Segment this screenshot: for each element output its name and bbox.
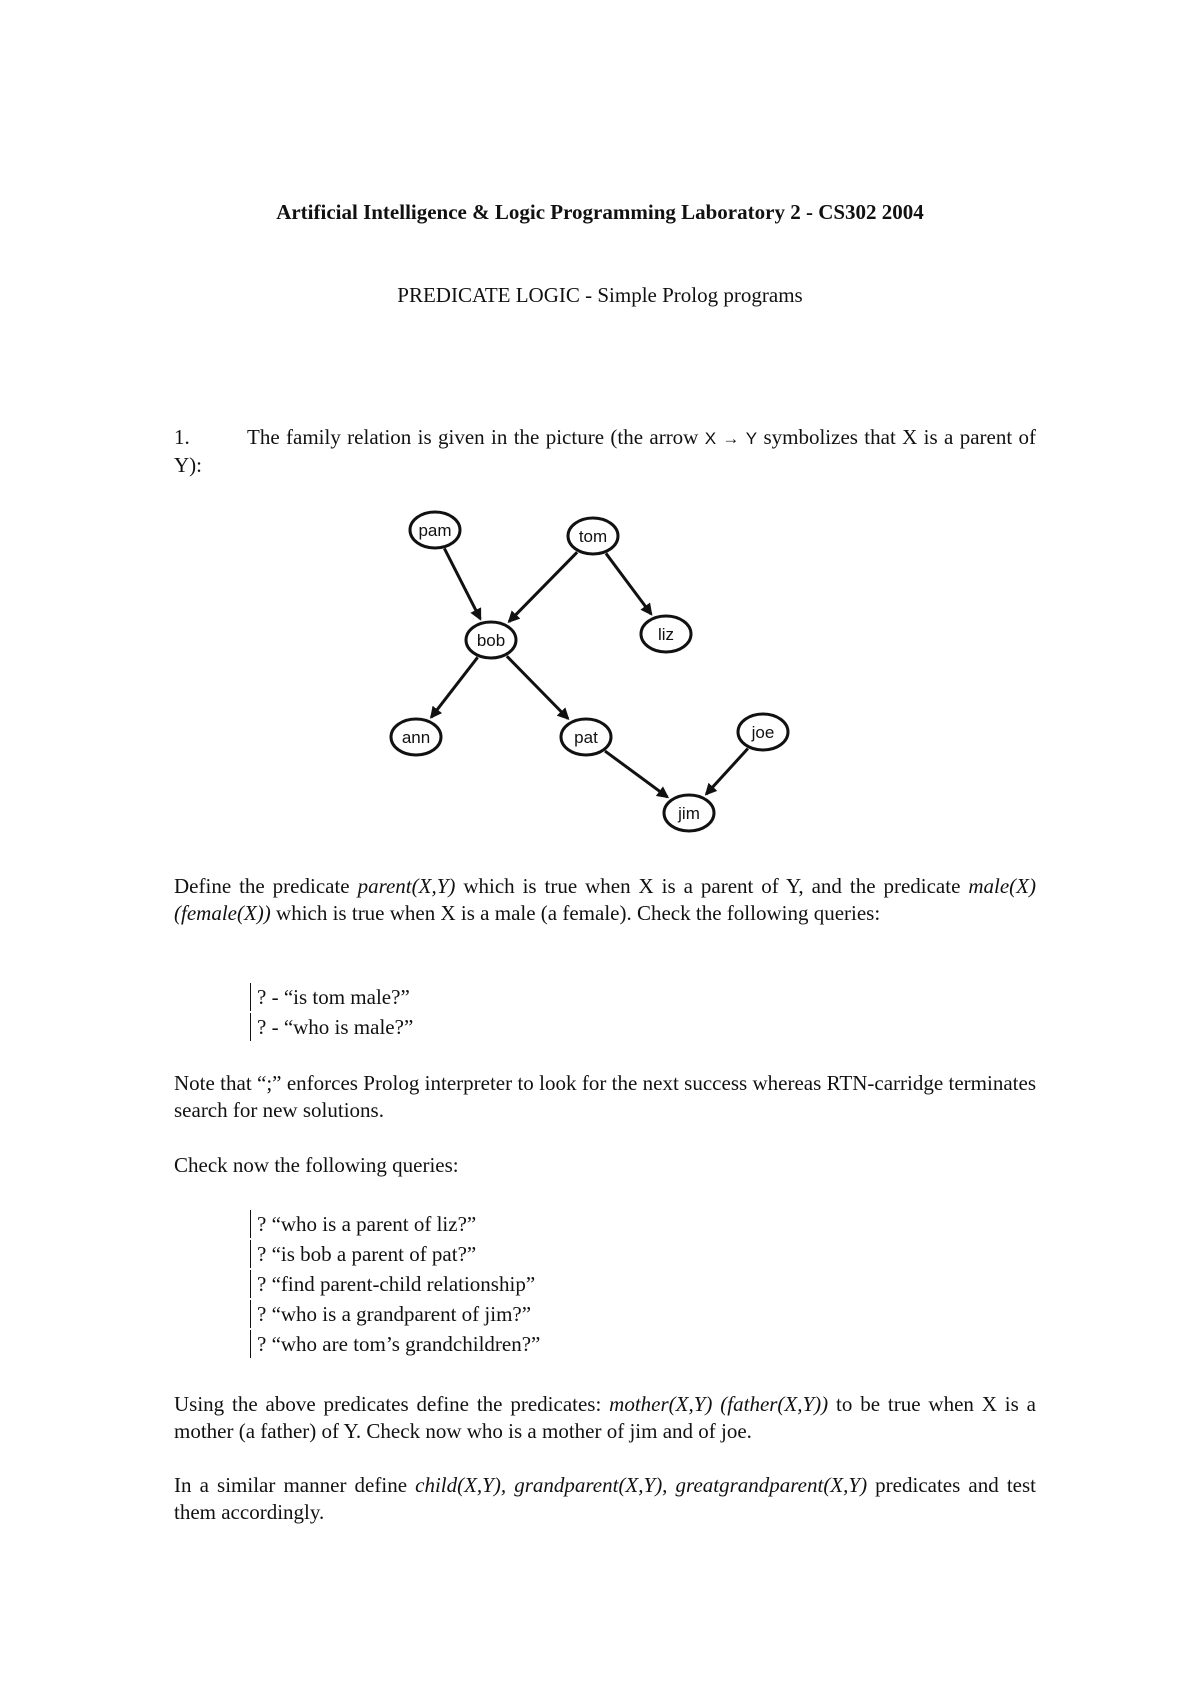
node-joe bbox=[738, 714, 788, 750]
arrow-symbol: → bbox=[722, 429, 740, 448]
node-label: pat bbox=[574, 728, 598, 747]
greatgrandparent-predicate: greatgrandparent(X,Y) bbox=[675, 1473, 868, 1497]
parent-predicate: parent(X,Y) bbox=[357, 874, 456, 898]
page-subtitle: PREDICATE LOGIC - Simple Prolog programs bbox=[397, 283, 803, 307]
node-bob bbox=[466, 622, 516, 658]
query-line: ? - “who is male?” bbox=[250, 1013, 413, 1041]
grandparent-predicate: grandparent(X,Y), bbox=[514, 1473, 668, 1497]
similar-text-1: In a similar manner define bbox=[174, 1473, 416, 1497]
similar-text-2: predicates and test them accordingly. bbox=[174, 1473, 1036, 1524]
child-predicate: child(X,Y), bbox=[415, 1473, 507, 1497]
node-label: bob bbox=[476, 631, 506, 650]
note-paragraph: Note that “;” enforces Prolog interpreter to look for the next success whereas RTN-carridge terminates search for new solutions. bbox=[174, 1071, 1036, 1122]
father-predicate: (father(X,Y)) bbox=[720, 1392, 829, 1416]
edge-tom-bob bbox=[509, 552, 577, 621]
using-text-1: Using the above predicates define the predicates: bbox=[174, 1392, 610, 1416]
node-pam bbox=[410, 512, 460, 548]
node-pat bbox=[561, 719, 611, 755]
node-jim bbox=[664, 795, 714, 831]
edge-joe-jim bbox=[706, 749, 748, 795]
question-1 bbox=[174, 424, 1036, 479]
query-line: ? “who are tom’s grandchildren?” bbox=[250, 1330, 540, 1358]
male-predicate: male(X) bbox=[968, 874, 1036, 898]
node-label: tom bbox=[578, 527, 608, 546]
arrow-x: X bbox=[704, 429, 717, 448]
node-ann bbox=[391, 719, 441, 755]
node-tom bbox=[568, 518, 618, 554]
query-line: ? “who is a grandparent of jim?” bbox=[250, 1300, 540, 1328]
using-paragraph bbox=[174, 1391, 1036, 1445]
family-tree-diagram bbox=[380, 500, 800, 860]
node-liz bbox=[641, 616, 691, 652]
node-label: jim bbox=[678, 804, 700, 823]
female-predicate: (female(X)) bbox=[174, 901, 271, 925]
q1-text-after: symbolizes that X is a parent of Y): bbox=[174, 425, 1037, 477]
query-line: ? “who is a parent of liz?” bbox=[250, 1210, 540, 1238]
similar-paragraph bbox=[174, 1472, 1036, 1526]
mother-predicate: mother(X,Y) bbox=[609, 1392, 713, 1416]
define-text-2: which is true when X is a parent of Y, and the predicate bbox=[455, 874, 969, 898]
query-line: ? “is bob a parent of pat?” bbox=[250, 1240, 540, 1268]
diagram-edges bbox=[431, 548, 748, 797]
define-paragraph bbox=[174, 873, 1036, 927]
check-now-paragraph: Check now the following queries: bbox=[174, 1153, 459, 1177]
node-label: liz bbox=[657, 625, 675, 644]
edge-pat-jim bbox=[605, 751, 667, 797]
query-line: ? - “is tom male?” bbox=[250, 983, 413, 1011]
edge-bob-ann bbox=[431, 657, 477, 717]
node-label: joe bbox=[751, 723, 775, 742]
query-list-1 bbox=[250, 983, 413, 1043]
query-line: ? “find parent-child relationship” bbox=[250, 1270, 540, 1298]
define-text-1: Define the predicate bbox=[174, 874, 358, 898]
edge-bob-pat bbox=[507, 656, 568, 718]
page-title: Artificial Intelligence & Logic Programming Laboratory 2 - CS302 2004 bbox=[276, 200, 924, 224]
edge-tom-liz bbox=[606, 553, 651, 614]
edge-pam-bob bbox=[444, 548, 480, 619]
arrow-y: Y bbox=[745, 429, 758, 448]
question-number: 1. bbox=[174, 425, 190, 449]
node-label: ann bbox=[401, 728, 431, 747]
define-text-3: which is true when X is a male (a female). Check the following queries: bbox=[270, 901, 881, 925]
q1-text-before: The family relation is given in the picture (the arrow bbox=[247, 425, 705, 449]
using-text-2: to be true when X is a mother (a father) of Y. Check now who is a mother of jim and of joe. bbox=[174, 1392, 1036, 1443]
query-list-2 bbox=[250, 1210, 540, 1360]
node-label: pam bbox=[418, 521, 452, 540]
